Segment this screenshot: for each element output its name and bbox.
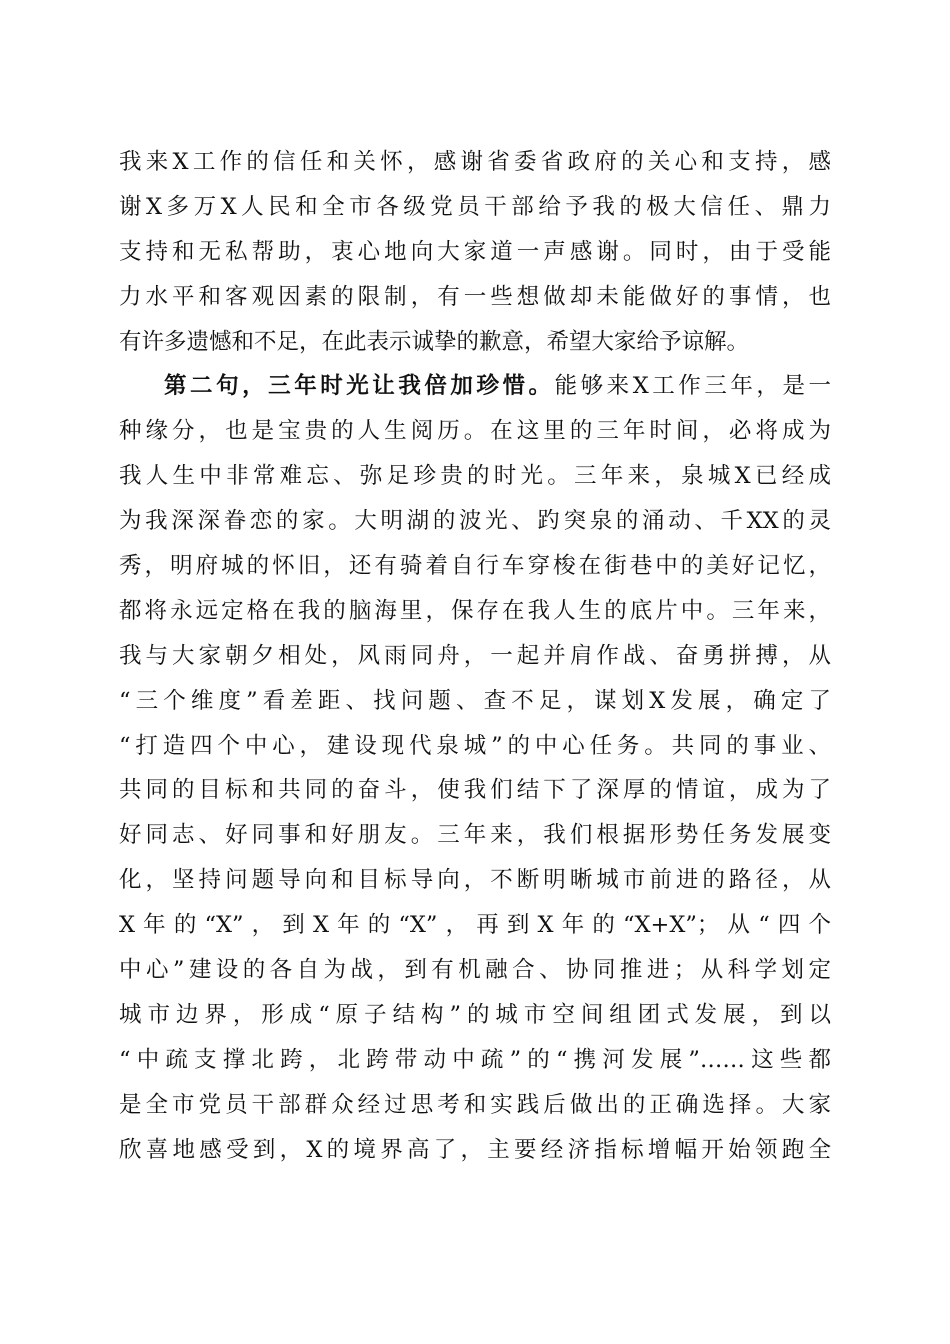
paragraph-2-line: 我人生中非常难忘、弥足珍贵的时光。三年来，泉城X已经成	[119, 463, 831, 490]
paragraph-2-line: 都将永远定格在我的脑海里，保存在我人生的底片中。三年来，	[119, 597, 831, 624]
body-text	[119, 140, 831, 1172]
paragraph-2-first-line-rest: 能够来X工作三年，是一	[554, 373, 831, 400]
paragraph-2-line: 城市边界，形成“原子结构”的城市空间组团式发展，到以	[119, 1001, 831, 1028]
paragraph-1-line: 有许多遗憾和不足，在此表示诚挚的歉意，希望大家给予谅解。	[119, 328, 750, 355]
paragraph-1-line: 我来X工作的信任和关怀，感谢省委省政府的关心和支持，感	[119, 149, 831, 175]
paragraph-2-line: 中心”建设的各自为战，到有机融合、协同推进；从科学划定	[119, 957, 831, 984]
paragraph-1-line: 力水平和客观因素的限制，有一些想做却未能做好的事情，也	[119, 283, 831, 310]
paragraph-2-line: 是全市党员干部群众经过思考和实践后做出的正确选择。大家	[119, 1091, 831, 1118]
paragraph-2-first-line	[119, 364, 831, 409]
paragraph-2-line: 化，坚持问题导向和目标导向，不断明晰城市前进的路径，从	[119, 867, 831, 894]
paragraph-2-line: “三个维度”看差距、找问题、查不足，谋划X发展，确定了	[119, 687, 831, 714]
paragraph-2-line: 欣喜地感受到，X的境界高了，主要经济指标增幅开始领跑全	[119, 1136, 831, 1163]
paragraph-2-line: “中疏支撑北跨，北跨带动中疏”的“携河发展”……这些都	[119, 1046, 831, 1073]
paragraph-2-line: X年的“X”，到X年的“X”，再到X年的“X+X”；从“四个	[119, 912, 831, 939]
paragraph-1-line: 支持和无私帮助，衷心地向大家道一声感谢。同时，由于受能	[119, 238, 831, 265]
paragraph-1-line: 谢X多万X人民和全市各级党员干部给予我的极大信任、鼎力	[119, 193, 831, 220]
paragraph-2-line: 好同志、好同事和好朋友。三年来，我们根据形势任务发展变	[119, 822, 831, 849]
paragraph-2-line: 秀，明府城的怀旧，还有骑着自行车穿梭在街巷中的美好记忆，	[119, 553, 831, 580]
paragraph-2-line: 共同的目标和共同的奋斗，使我们结下了深厚的情谊，成为了	[119, 777, 831, 804]
paragraph-2-line: 为我深深眷恋的家。大明湖的波光、趵突泉的涌动、千XX的灵	[119, 508, 831, 535]
paragraph-2-line: 种缘分，也是宝贵的人生阅历。在这里的三年时间，必将成为	[119, 418, 831, 445]
paragraph-2-line: “打造四个中心，建设现代泉城”的中心任务。共同的事业、	[119, 732, 831, 759]
paragraph-2-line: 我与大家朝夕相处，风雨同舟，一起并肩作战、奋勇拼搏，从	[119, 642, 831, 669]
paragraph-2-lead: 第二句，三年时光让我倍加珍惜。	[164, 373, 555, 400]
